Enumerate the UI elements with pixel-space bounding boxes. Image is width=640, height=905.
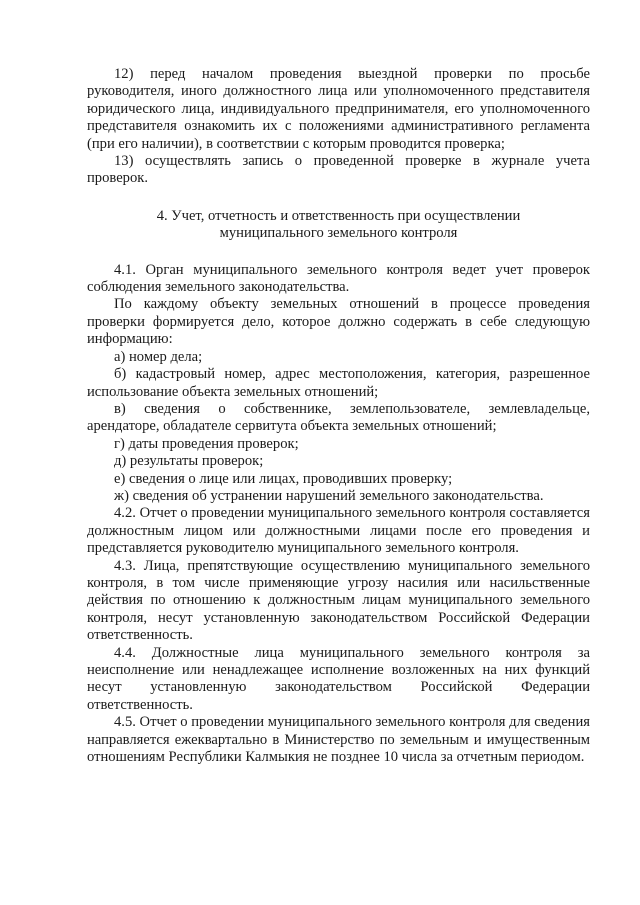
document-page bbox=[87, 66, 590, 766]
list-item-d: д) результаты проверок; bbox=[114, 453, 264, 470]
list-item-a: а) номер дела; bbox=[114, 348, 203, 365]
list-item-g: г) даты проведения проверок; bbox=[114, 435, 299, 452]
paragraph-4-1: 4.1. Орган муниципального земельного контроля ведет учет проверок соблюдения земельного законодательства. bbox=[87, 261, 590, 296]
paragraph-4-5: 4.5. Отчет о проведении муниципального земельного контроля для сведения направляется ежеквартально в Министерство по земельным и имущественным отношениям Республики Калмыкия не позднее 10 числа за отчетным периодом. bbox=[87, 714, 591, 766]
list-item-v: в) сведения о собственнике, землепользователе, землевладельце, арендаторе, обладателе сервитута объекта земельных отношений; bbox=[87, 400, 590, 435]
section-title-line-2: муниципального земельного контроля bbox=[219, 225, 458, 242]
section-title bbox=[87, 208, 590, 243]
list-item-12: 12) перед началом проведения выездной проверки по просьбе руководителя, иного должностного лица или уполномоченного представителя юридического лица, индивидуального предпринимателя, его уполномоченного представителя ознакомить их с положениями административного регламента (при его наличии), в соответствии с которым проводится проверка; bbox=[87, 66, 590, 152]
spacer bbox=[87, 243, 590, 262]
list-item-13: 13) осуществлять запись о проведенной проверке в журнале учета проверок. bbox=[87, 153, 590, 187]
paragraph-4-2: 4.2. Отчет о проведении муниципального земельного контроля составляется должностным лицом или должностными лицами после его проведения и представляется руководителю муниципального земельного контроля. bbox=[87, 505, 590, 557]
paragraph-4-3: 4.3. Лица, препятствующие осуществлению муниципального земельного контроля, в том числе применяющие угрозу насилия или насильственные действия по отношению к должностным лицам муниципального земельного контроля, несут установленную законодательством Российской Федерации ответственность. bbox=[87, 557, 590, 644]
paragraph-4-4: 4.4. Должностные лица муниципального земельного контроля за неисполнение или ненадлежащее исполнение возложенных на них функций несут установленную законодательством Российской Федерации ответственность. bbox=[87, 644, 590, 713]
list-item-b: б) кадастровый номер, адрес местоположения, категория, разрешенное использование объекта земельных отношений; bbox=[87, 366, 590, 400]
section-title-line-1: 4. Учет, отчетность и ответственность при осуществлении bbox=[156, 207, 521, 224]
list-item-zh: ж) сведения об устранении нарушений земельного законодательства. bbox=[114, 487, 544, 504]
list-item-e: е) сведения о лице или лицах, проводивших проверку; bbox=[114, 470, 453, 487]
paragraph-case-intro: По каждому объекту земельных отношений в процессе проведения проверки формируется дело, которое должно содержать в себе следующую информацию: bbox=[87, 296, 590, 348]
spacer bbox=[87, 188, 590, 208]
